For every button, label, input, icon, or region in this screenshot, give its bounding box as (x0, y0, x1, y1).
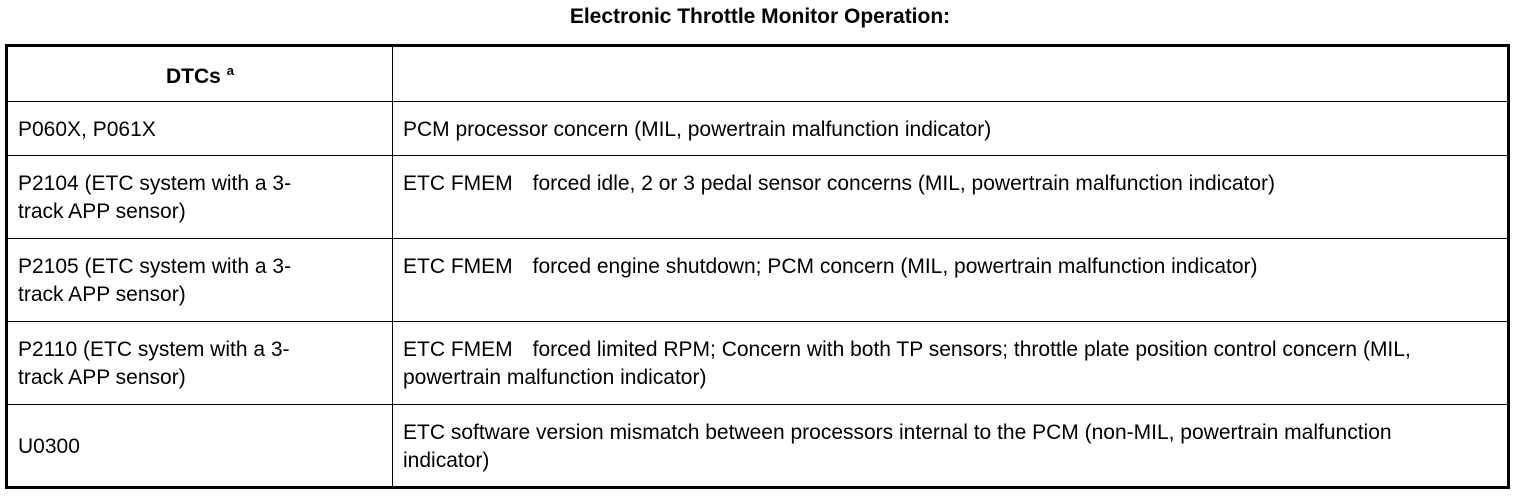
column-header-dtcs (7, 46, 393, 102)
description-cell (393, 156, 1509, 239)
dtc-cell: U0300 (7, 405, 393, 488)
table-header-row (7, 46, 1509, 102)
description-text: forced limited RPM; Concern with both TP sensors; throttle plate position control concern (MIL, powertrain malfunction indicator) (403, 338, 1411, 389)
table-row (7, 156, 1509, 239)
description-cell (393, 322, 1509, 405)
table-row (7, 239, 1509, 322)
column-header-description (393, 46, 1509, 102)
dtc-cell: P060X, P061X (7, 102, 393, 156)
table-row (7, 405, 1509, 488)
description-cell (393, 239, 1509, 322)
description-cell: PCM processor concern (MIL, powertrain malfunction indicator) (393, 102, 1509, 156)
description-cell: ETC software version mismatch between processors internal to the PCM (non-MIL, powertrain malfunction indicator) (393, 405, 1509, 488)
dtc-table (5, 44, 1510, 489)
description-prefix: ETC FMEM (403, 255, 513, 278)
description-text: forced idle, 2 or 3 pedal sensor concerns (MIL, powertrain malfunction indicator) (532, 172, 1276, 195)
description-text: forced engine shutdown; PCM concern (MIL, powertrain malfunction indicator) (532, 255, 1258, 278)
dtc-cell: P2104 (ETC system with a 3-track APP sensor) (7, 156, 393, 239)
description-prefix: ETC FMEM (403, 338, 513, 361)
dtc-cell: P2105 (ETC system with a 3-track APP sensor) (7, 239, 393, 322)
dtc-cell: P2110 (ETC system with a 3-track APP sensor) (7, 322, 393, 405)
table-row (7, 102, 1509, 156)
table-row (7, 322, 1509, 405)
footnote-marker: a (226, 63, 235, 78)
page-title: Electronic Throttle Monitor Operation: (569, 5, 951, 28)
description-prefix: ETC FMEM (403, 172, 513, 195)
column-header-dtcs-label: DTCs (165, 65, 221, 88)
